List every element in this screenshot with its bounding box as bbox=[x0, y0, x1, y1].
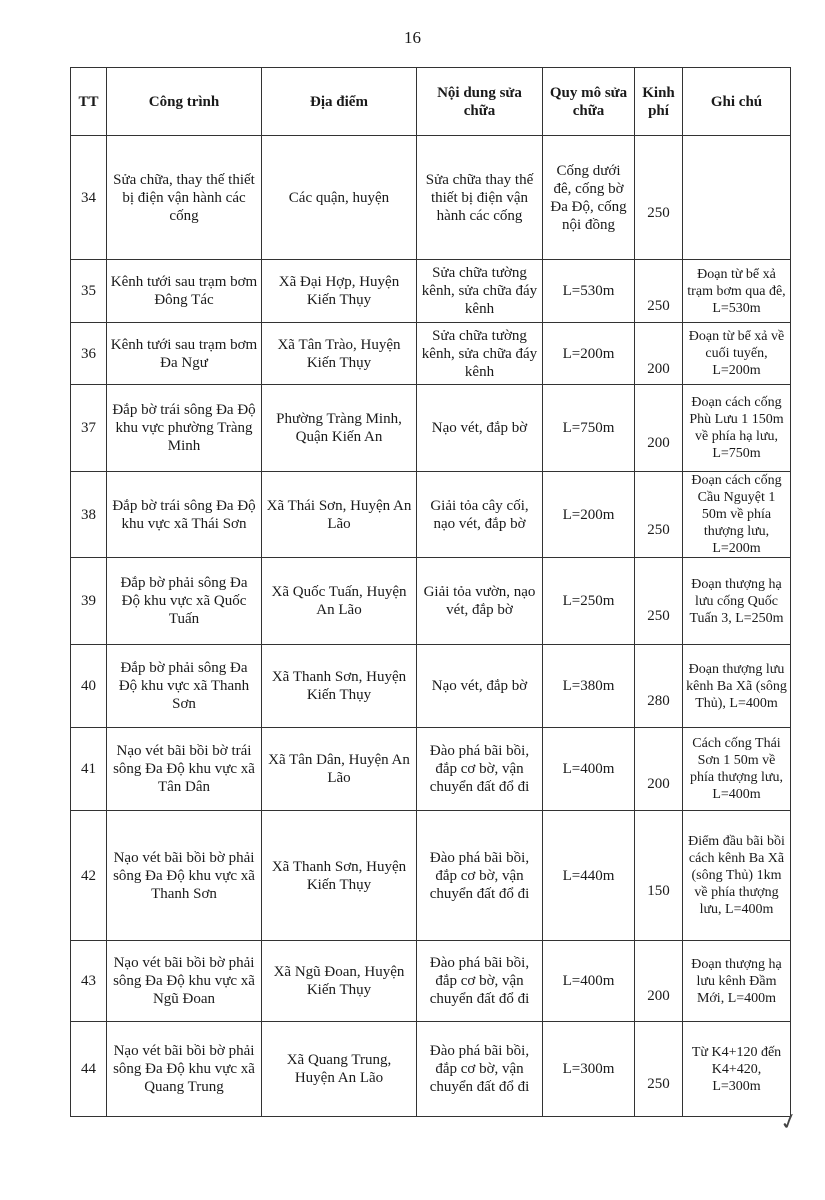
cell-dia-diem: Xã Thanh Sơn, Huyện Kiến Thụy bbox=[262, 811, 417, 941]
cell-tt: 44 bbox=[71, 1022, 107, 1117]
table-row bbox=[71, 645, 791, 728]
cell-noi-dung: Đào phá bãi bồi, đắp cơ bờ, vận chuyển đất đổ đi bbox=[417, 728, 543, 811]
table-row bbox=[71, 260, 791, 323]
cell-noi-dung: Giải tỏa cây cối, nạo vét, đắp bờ bbox=[417, 472, 543, 558]
cell-dia-diem: Xã Thanh Sơn, Huyện Kiến Thụy bbox=[262, 645, 417, 728]
cell-quy-mo: L=300m bbox=[543, 1022, 635, 1117]
cell-dia-diem: Các quận, huyện bbox=[262, 136, 417, 260]
cell-tt: 36 bbox=[71, 323, 107, 385]
header-noi-dung: Nội dung sửa chữa bbox=[417, 68, 543, 136]
cell-noi-dung: Đào phá bãi bồi, đắp cơ bờ, vận chuyển đất đổ đi bbox=[417, 811, 543, 941]
cell-dia-diem: Xã Quang Trung, Huyện An Lão bbox=[262, 1022, 417, 1117]
cell-kinh-phi: 250 bbox=[635, 260, 683, 323]
cell-noi-dung: Đào phá bãi bồi, đắp cơ bờ, vận chuyển đất đổ đi bbox=[417, 941, 543, 1022]
cell-noi-dung: Sửa chữa tường kênh, sửa chữa đáy kênh bbox=[417, 323, 543, 385]
cell-dia-diem: Phường Tràng Minh, Quận Kiến An bbox=[262, 385, 417, 472]
cell-tt: 43 bbox=[71, 941, 107, 1022]
page-number: 16 bbox=[404, 28, 421, 47]
header-quy-mo: Quy mô sửa chữa bbox=[543, 68, 635, 136]
cell-tt: 34 bbox=[71, 136, 107, 260]
cell-quy-mo: Cống dưới đê, cống bờ Đa Độ, cống nội đồng bbox=[543, 136, 635, 260]
cell-quy-mo: L=250m bbox=[543, 558, 635, 645]
cell-tt: 38 bbox=[71, 472, 107, 558]
cell-dia-diem: Xã Tân Trào, Huyện Kiến Thụy bbox=[262, 323, 417, 385]
repair-table bbox=[70, 67, 791, 1117]
cell-noi-dung: Nạo vét, đắp bờ bbox=[417, 385, 543, 472]
cell-dia-diem: Xã Đại Hợp, Huyện Kiến Thụy bbox=[262, 260, 417, 323]
header-kinh-phi: Kinh phí bbox=[635, 68, 683, 136]
cell-kinh-phi: 250 bbox=[635, 472, 683, 558]
cell-quy-mo: L=530m bbox=[543, 260, 635, 323]
cell-tt: 42 bbox=[71, 811, 107, 941]
cell-cong-trinh: Đắp bờ phải sông Đa Độ khu vực xã Thanh Sơn bbox=[107, 645, 262, 728]
cell-quy-mo: L=400m bbox=[543, 941, 635, 1022]
cell-kinh-phi: 250 bbox=[635, 1022, 683, 1117]
cell-kinh-phi: 200 bbox=[635, 385, 683, 472]
cell-cong-trinh: Kênh tưới sau trạm bơm Đông Tác bbox=[107, 260, 262, 323]
cell-noi-dung: Đào phá bãi bồi, đắp cơ bờ, vận chuyển đất đổ đi bbox=[417, 1022, 543, 1117]
cell-ghi-chu bbox=[683, 136, 791, 260]
cell-kinh-phi: 250 bbox=[635, 136, 683, 260]
cell-ghi-chu: Từ K4+120 đến K4+420, L=300m bbox=[683, 1022, 791, 1117]
cell-dia-diem: Xã Thái Sơn, Huyện An Lão bbox=[262, 472, 417, 558]
checkmark-icon: ✓ bbox=[777, 1108, 802, 1137]
cell-kinh-phi: 150 bbox=[635, 811, 683, 941]
cell-kinh-phi: 200 bbox=[635, 941, 683, 1022]
cell-ghi-chu: Đoạn thượng hạ lưu kênh Đầm Mới, L=400m bbox=[683, 941, 791, 1022]
cell-quy-mo: L=380m bbox=[543, 645, 635, 728]
header-ghi-chu: Ghi chú bbox=[683, 68, 791, 136]
cell-cong-trinh: Nạo vét bãi bồi bờ phải sông Đa Độ khu vực xã Thanh Sơn bbox=[107, 811, 262, 941]
cell-quy-mo: L=200m bbox=[543, 472, 635, 558]
cell-ghi-chu: Đoạn cách cống Cầu Nguyệt 1 50m về phía thượng lưu, L=200m bbox=[683, 472, 791, 558]
cell-ghi-chu: Đoạn từ bể xả về cuối tuyến, L=200m bbox=[683, 323, 791, 385]
table-row bbox=[71, 941, 791, 1022]
cell-ghi-chu: Cách cống Thái Sơn 1 50m về phía thượng lưu, L=400m bbox=[683, 728, 791, 811]
table-row bbox=[71, 728, 791, 811]
cell-ghi-chu: Đoạn cách cống Phù Lưu 1 150m về phía hạ lưu, L=750m bbox=[683, 385, 791, 472]
cell-quy-mo: L=200m bbox=[543, 323, 635, 385]
cell-noi-dung: Sửa chữa thay thế thiết bị điện vận hành các cống bbox=[417, 136, 543, 260]
cell-kinh-phi: 200 bbox=[635, 323, 683, 385]
cell-kinh-phi: 200 bbox=[635, 728, 683, 811]
table-row bbox=[71, 323, 791, 385]
header-dia-diem: Địa điểm bbox=[262, 68, 417, 136]
header-cong-trinh: Công trình bbox=[107, 68, 262, 136]
cell-cong-trinh: Nạo vét bãi bồi bờ trái sông Đa Độ khu vực xã Tân Dân bbox=[107, 728, 262, 811]
cell-cong-trinh: Kênh tưới sau trạm bơm Đa Ngư bbox=[107, 323, 262, 385]
cell-tt: 37 bbox=[71, 385, 107, 472]
cell-dia-diem: Xã Quốc Tuấn, Huyện An Lão bbox=[262, 558, 417, 645]
cell-dia-diem: Xã Ngũ Đoan, Huyện Kiến Thụy bbox=[262, 941, 417, 1022]
cell-tt: 40 bbox=[71, 645, 107, 728]
table-row bbox=[71, 385, 791, 472]
cell-cong-trinh: Sửa chữa, thay thế thiết bị điện vận hành các cống bbox=[107, 136, 262, 260]
cell-kinh-phi: 250 bbox=[635, 558, 683, 645]
header-tt: TT bbox=[71, 68, 107, 136]
cell-ghi-chu: Điểm đầu bãi bồi cách kênh Ba Xã (sông Thủ) 1km về phía thượng lưu, L=400m bbox=[683, 811, 791, 941]
table-row bbox=[71, 472, 791, 558]
cell-ghi-chu: Đoạn thượng hạ lưu cống Quốc Tuấn 3, L=250m bbox=[683, 558, 791, 645]
header-row bbox=[71, 68, 791, 136]
cell-tt: 41 bbox=[71, 728, 107, 811]
cell-ghi-chu: Đoạn từ bể xả trạm bơm qua đê, L=530m bbox=[683, 260, 791, 323]
cell-ghi-chu: Đoạn thượng lưu kênh Ba Xã (sông Thủ), L=400m bbox=[683, 645, 791, 728]
cell-noi-dung: Giải tỏa vườn, nạo vét, đắp bờ bbox=[417, 558, 543, 645]
cell-cong-trinh: Đắp bờ phải sông Đa Độ khu vực xã Quốc Tuấn bbox=[107, 558, 262, 645]
cell-quy-mo: L=750m bbox=[543, 385, 635, 472]
cell-kinh-phi: 280 bbox=[635, 645, 683, 728]
table-row bbox=[71, 811, 791, 941]
cell-noi-dung: Nạo vét, đắp bờ bbox=[417, 645, 543, 728]
cell-tt: 35 bbox=[71, 260, 107, 323]
table-row bbox=[71, 1022, 791, 1117]
cell-dia-diem: Xã Tân Dân, Huyện An Lão bbox=[262, 728, 417, 811]
cell-cong-trinh: Đắp bờ trái sông Đa Độ khu vực xã Thái Sơn bbox=[107, 472, 262, 558]
table-row bbox=[71, 136, 791, 260]
cell-tt: 39 bbox=[71, 558, 107, 645]
cell-noi-dung: Sửa chữa tường kênh, sửa chữa đáy kênh bbox=[417, 260, 543, 323]
cell-quy-mo: L=440m bbox=[543, 811, 635, 941]
cell-cong-trinh: Đắp bờ trái sông Đa Độ khu vực phường Tràng Minh bbox=[107, 385, 262, 472]
cell-cong-trinh: Nạo vét bãi bồi bờ phải sông Đa Độ khu vực xã Quang Trung bbox=[107, 1022, 262, 1117]
table-row bbox=[71, 558, 791, 645]
cell-quy-mo: L=400m bbox=[543, 728, 635, 811]
cell-cong-trinh: Nạo vét bãi bồi bờ phải sông Đa Độ khu vực xã Ngũ Đoan bbox=[107, 941, 262, 1022]
